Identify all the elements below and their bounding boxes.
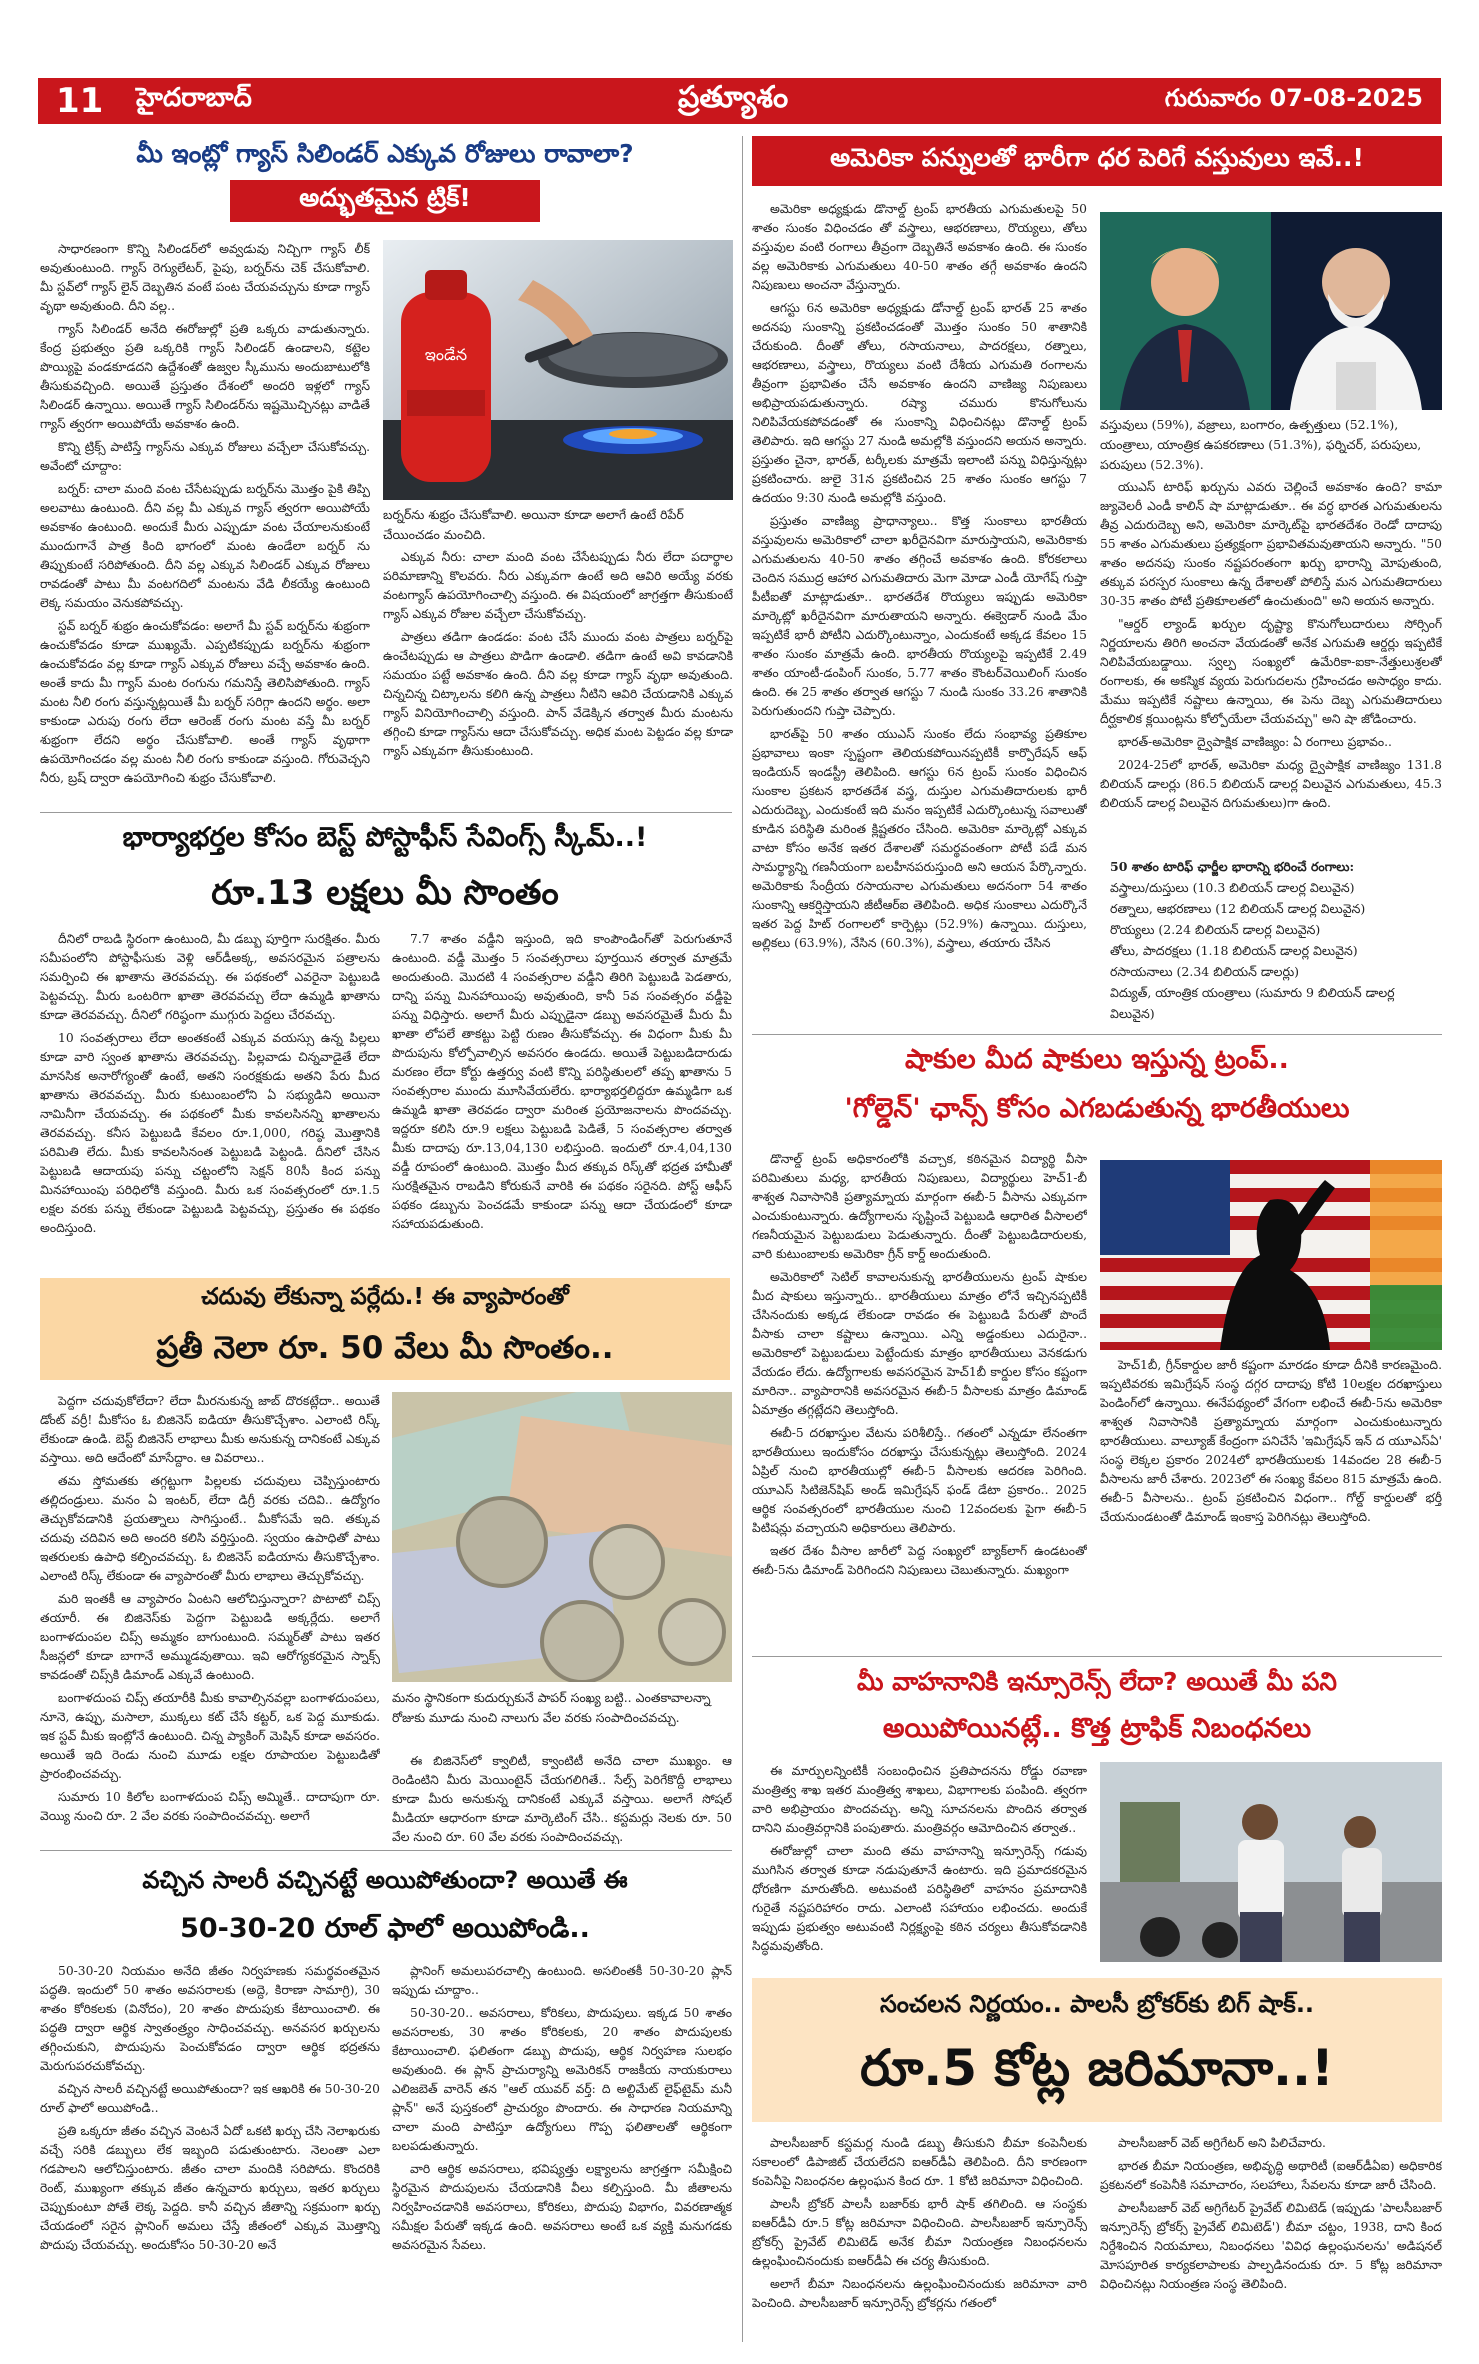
paragraph: గ్యాస్ సిలిండర్ అనేది ఈరోజుల్లో ప్రతి ఒక్కరు వాడుతున్నారు. కేంద్ర ప్రభుత్వం ప్రతి ఒక్కరికి గ్యాస్ సిలిండర్ ఉండాలని, కట్టెల పొయ్యిపై వండకూడదని ఉద్దేశంతో ఉజ్వల స్కీమును అందుబాటులోకి తీసుకువచ్చింది. అయితే ప్రస్తుతం దేశంలో అందరి ఇళ్లలో గ్యాస్ సిలిండర్ ఉన్నాయి. అయితే గ్యాస్ సిలిండర్‌ను ఇష్టమొచ్చినట్లు వాడితే గ్యాస్ త్వరగా అయిపోయే అవకాశం ఉంది. bbox=[40, 322, 370, 431]
paragraph: ఈ బిజినెస్‌లో క్వాలిటీ, క్వాంటిటీ అనేది చాలా ముఖ్యం. ఆ రెండింటిని మీరు మెయింటైన్ చేయగలిగితే.. సేల్స్ పెరిగేకొద్దీ లాభాలు కూడా మీరు అనుకున్న దానికంటే ఎక్కువే వస్తాయి. అలాగే సోషల్ మీడియా ఆధారంగా కూడా మార్కెటింగ్ చేసి.. కస్టమర్లు నెలకు రూ. 50 వేల నుంచి రూ. 60 వేల వరకు సంపాదించవచ్చు. bbox=[392, 1754, 732, 1844]
penalty-headline-1: సంచలన నిర్ణయం.. పాలసీ బ్రోకర్‌కు బిగ్ షాక్.. bbox=[879, 1990, 1315, 2018]
paragraph: 2024-25లో భారత్, అమెరికా మధ్య ద్వైపాక్షిక వాణిజ్యం 131.8 బిలియన్ డాలర్లు (86.5 బిలియన్ డాలర్ల విలువైన ఎగుమతులు, 45.3 బిలియన్ డాలర్ల విలువైన దిగుమతులు)గా ఉంది. bbox=[1100, 758, 1442, 810]
paragraph: ఈరోజుల్లో చాలా మంది తమ వాహనాన్ని ఇన్సూరెన్స్ గడువు ముగిసిన తర్వాత కూడా నడుపుతూనే ఉంటారు. ఇది ప్రమాదకరమైన ధోరణిగా మారుతోంది. అటువంటి పరిస్థితిలో వాహనం ప్రమాదానికి గురైతే నష్టపరిహారం రాదు. ఎలాంటి సహాయం లభించదు. అందుకే ఇప్పుడు ప్రభుత్వం అటువంటి నిర్లక్ష్యంపై కఠిన చర్యలు తీసుకోవడానికి సిద్ధమవుతోంది. bbox=[752, 1844, 1087, 1953]
gas-body-left bbox=[40, 240, 370, 810]
paragraph: ఈబీ-5 దరఖాస్తుల వేటను పరిశీలిస్తే.. గతంలో ఎన్నడూ లేనంతగా భారతీయులు ఇందుకోసం దరఖాస్తు చేసుకున్నట్లు తెలుస్తోంది. 2024 ఏప్రిల్ నుంచి భారతీయుల్లో ఈబీ-5 వీసాలకు ఆదరణ పెరిగింది. యూఎస్ సిటిజెన్‌షిప్ అండ్ ఇమిగ్రేషన్ ఫండ్ డేటా ప్రకారం.. 2025 ఆర్థిక సంవత్సరంలో భారతీయుల నుంచి 12వందలకు పైగా ఈబీ-5 పిటిషన్లు వచ్చాయని అధికారులు తెలిపారు. bbox=[752, 1426, 1087, 1535]
paragraph: బంగాళదుంప చిప్స్ తయారీకి మీకు కావాల్సినవల్లా బంగాళదుంపలు, నూనె, ఉప్పు, మసాలా, ముక్కలు కట్ చేసే కట్టర్, ఒక పెద్ద మూకుడు. ఇక స్టవ్ మీకు ఇంట్లోనే ఉంటుంది. చిన్న ప్యాకింగ్ మెషిన్ కూడా అవసరం. అయితే ఇది రెండు నుంచి మూడు లక్షల రూపాయల పెట్టుబడితో ప్రారంభించవచ్చు. bbox=[40, 1691, 380, 1781]
paragraph: ఇతర దేశం వీసాల జారీలో పెద్ద సంఖ్యలో బ్యాక్‌లాగ్ ఉండటంతో ఈబీ-5ను డిమాండ్ పెరిగిందని నిపుణులు చెబుతున్నారు. మఖ్యంగా bbox=[752, 1544, 1087, 1577]
salary-headline-2: 50-30-20 రూల్ ఫాలో అయిపోండి.. bbox=[180, 1913, 590, 1944]
paragraph: ప్రతి ఒక్కరూ జీతం వచ్చిన వెంటనే ఏదో ఒకటి ఖర్చు చేసి నెలాఖరుకు వచ్చే సరికి డబ్బులు లేక ఇబ్బంది పడుతుంటారు. నెలంతా ఎలా గడపాలని ఆలోచిస్తుంటారు. జీతం చాలా మందికి సరిపోదు. కొందరికి రెంట్, ముఖ్యంగా తక్కువ జీతం ఉన్నవారు ఖర్చులు, ఇతర ఖర్చులు చెప్పుకుంటూ పోతే లెక్క పెద్దది. కానీ వచ్చిన జీతాన్ని సక్రమంగా ఖర్చు చేయడంలో సరైన ప్లానింగ్ అమలు చేస్తే జీతంలో ఎక్కువ మొత్తాన్ని పొదుపు చేయవచ్చు. అందుకోసం 50-30-20 అనే bbox=[40, 2124, 380, 2252]
paragraph: కొన్ని ట్రిక్స్ పాటిస్తే గ్యాస్‌ను ఎక్కువ రోజులు వచ్చేలా చేసుకోవచ్చు. అవేంటో చూద్దాం: bbox=[40, 440, 370, 473]
traffic-police-photo bbox=[1100, 1762, 1442, 1962]
trump-body-right bbox=[1100, 1356, 1442, 1656]
postoffice-headline-2: రూ.13 లక్షలు మీ సొంతం bbox=[211, 873, 559, 913]
salary-headline-1: వచ్చిన సాలరీ వచ్చినట్టే అయిపోతుందా? అయితే ఈ bbox=[142, 1866, 628, 1894]
money-illustration bbox=[392, 1392, 732, 1682]
paragraph: పాలసీబజార్ వెబ్ అగ్రిగేటర్ ప్రైవేట్ లిమిటెడ్ (ఇప్పుడు 'పాలసీబజార్ ఇన్సూరెన్స్ బ్రోకర్స్ ప్రైవేట్ లిమిటెడ్') బీమా చట్టం, 1938, దాని కింద నిర్దేశించిన నియమాలు, నిబంధనలు 'వివిధ ఉల్లంఘనలను' అడిషనల్ మోసపూరిత కార్యకలాపాలకు పాల్పడినందుకు రూ. 5 కోట్ల జరిమానా విధించినట్లు నియంత్రణ సంస్థ తెలిపింది. bbox=[1100, 2201, 1442, 2291]
list-item: రొయ్యలు (2.24 బిలియన్ డాలర్ల విలువైన) bbox=[1110, 922, 1321, 937]
paragraph: పాలసీ బ్రోకర్ పాలసీ బజార్‌కు భారీ షాక్ తగిలింది. ఆ సంస్థకు ఐఆర్‌డీఏ రూ.5 కోట్ల జరిమానా విధించింది. పాలసీబజార్ ఇన్సూరెన్స్ బ్రోకర్స్ ప్రైవేట్ లిమిటెడ్ అనేక బీమా నియంత్రణ నిబంధనలను ఉల్లంఘించినందుకు ఐఆర్‌డీఏ ఈ చర్య తీసుకుంది. bbox=[752, 2197, 1087, 2268]
trump-headline-1: షాకుల మీద షాకులు ఇస్తున్న ట్రంప్.. bbox=[905, 1044, 1289, 1075]
tariff-headline: అమెరికా పన్నులతో భారీగా ధర పెరిగే వస్తువులు ఇవే..! bbox=[752, 136, 1442, 186]
section-divider bbox=[752, 1656, 1442, 1657]
insurance-headline-1: మీ వాహనానికి ఇన్సూరెన్స్ లేదా? అయితే మీ పని bbox=[857, 1667, 1337, 1696]
paragraph: పాలసీబజార్ కస్టమర్ల నుండి డబ్బు తీసుకుని బీమా కంపెనీలకు సకాలంలో డిపాజిట్ చేయలేదని ఐఆర్‌డీఏ తెలిపింది. దీని కారణంగా కంపెనీపై నిబంధనల ఉల్లంఘన కింద రూ. 1 కోటి జరిమానా విధించింది. bbox=[752, 2136, 1087, 2188]
tariff-body-right bbox=[1100, 478, 1442, 854]
cylinder-shape bbox=[401, 292, 491, 482]
section-divider bbox=[752, 1034, 1442, 1035]
penalty-headline-2: రూ.5 కోట్ల జరిమానా..! bbox=[860, 2039, 1334, 2097]
list-item: రత్నాలు, ఆభరణాలు (12 బిలియన్ డాలర్ల విలువైన) bbox=[1110, 901, 1366, 916]
paragraph: వారి ఆర్థిక అవసరాలు, భవిష్యత్తు లక్ష్యాలను జాగ్రత్తగా సమీక్షించి స్థిరమైన పొదుపులను చేయడానికి వీలు కల్పిస్తుంది. మీ జీతాలను నిర్వహించడానికి అవసరాలు, కోరికలు, పొదుపు విభాగం, వివరణాత్మక సమీక్షల పేరుతో ఇక్కడ ఉంది. అవసరాలు అంటే ఒక వ్యక్తి మనుగడకు అవసరమైన సేవలు. bbox=[392, 2162, 732, 2252]
paragraph: 50-30-20.. అవసరాలు, కోరికలు, పొదుపులు. ఇక్కడ 50 శాతం అవసరాలకు, 30 శాతం కోరికలకు, 20 శాతం పొదుపులకు కేటాయించాలి. ఫలితంగా డబ్బు పొదుపు, ఆర్థిక నిర్వహణ సులభం అవుతుంది. ఈ ప్లాన్ ప్రాచుర్యాన్ని అమెరికన్ రాజకీయ నాయకురాలు ఎలిజబెత్ వారెన్ తన "ఆల్ యువర్ వర్త్: ది అల్టిమేట్ లైఫ్‌టైమ్ మనీ ప్లాన్" అనే పుస్తకంలో ప్రాచుర్యం పొందారు. ఈ సాధారణ నియమాన్ని చాలా మంది పాటిస్తూ ఉద్యోగులు గొప్ప ఫలితాలతో ఆర్థికంగా బలపడుతున్నారు. bbox=[392, 2006, 732, 2153]
paragraph: డొనాల్డ్ ట్రంప్ అధికారంలోకి వచ్చాక, కఠినమైన విద్యార్థి వీసా పరిమితులు మధ్య, భారతీయ నిపుణులు, విద్యార్థులు హెచ్1-బీ శాశ్వత నివాసానికి ప్రత్యామ్నాయ మార్గంగా ఈబీ-5 వీసాను ఎక్కువగా ఎంచుకుంటున్నారు. ఉద్యోగాలను సృష్టించే పెట్టుబడి ఆధారిత వీసాలలో గణనీయమైన పెట్టుబడులు పెడుతున్నారు. దీంతో పెట్టుబడిదారులకు, వారి కుటుంబాలకు అమెరికా గ్రీన్ కార్డ్ అందుతుంది. bbox=[752, 1152, 1087, 1261]
paragraph: పాలసీబజార్ వెబ్ అగ్రిగేటర్ అని పిలిచేవారు. bbox=[1118, 2136, 1326, 2150]
business-body-left bbox=[40, 1392, 380, 1842]
issue-date: గురువారం 07-08-2025 bbox=[1164, 84, 1423, 112]
list-item: విద్యుత్, యాంత్రిక యంత్రాలు (సుమారు 9 బిలియన్ డాలర్ల విలువైన) bbox=[1110, 985, 1395, 1021]
list-item: రసాయనాలు (2.34 బిలియన్ డాలర్లు) bbox=[1110, 964, 1300, 979]
paragraph: పెద్దగా చదువుకోలేదా? లేదా మీరనుకున్న జాబ్ దొరకట్లేదా.. అయితే డోంట్ వర్రీ! మీకోసం ఓ బిజినెస్ ఐడియా తీసుకొచ్చేశాం. ఎలాంటి రిస్క్ లేకుండా ఉండి. బెస్ట్ బిజినెస్ లాభాలు మీకు అనుకున్న దానికంటే ఎక్కువ వస్తాయి. అది ఆదేంటో మాసేద్దాం. ఆ వివరాలు.. bbox=[40, 1394, 380, 1465]
paragraph: భారత్-అమెరికా ద్వైపాక్షిక వాణిజ్యం: ఏ రంగాలు ప్రభావం.. bbox=[1118, 735, 1392, 749]
tariff-sector-list bbox=[1110, 856, 1442, 1024]
paragraph: తమ స్తోమతకు తగ్గట్టుగా పిల్లలకు చదువులు చెప్పిస్తుంటారు తల్లిదండ్రులు. మనం ఏ ఇంటర్, లేదా డిగ్రీ వరకు చదివి.. ఉద్యోగం తెచ్చుకోవడానికి ప్రయత్నాలు సాగిస్తుంటే.. మీకోసమే ఇది. తక్కువ చదువు చదివిన అది అందరి కలిసి వర్తిస్తుంది. స్వయం ఉపాధితో పాటు ఇతరులకు ఉపాధి కల్పించవచ్చు. ఓ బిజినెస్ ఐడియాను తీసుకొచ్చేశాం. ఎలాంటి రిస్క్ లేకుండా ఈ వ్యాపారంతో మీరు లాభాలు తెచ్చుకోవచ్చు. bbox=[40, 1474, 380, 1583]
paragraph: ఈ మార్పులన్నింటికీ సంబంధించిన ప్రతిపాదనను రోడ్డు రవాణా మంత్రిత్వ శాఖ ఇతర మంత్రిత్వ శాఖలు, విభాగాలకు పంపింది. త్వరగా వారి అభిప్రాయం పొందవచ్చు. అన్ని సూచనలను పొందిన తర్వాత దానిని మంత్రివర్గానికి పంపుతారు. మంత్రివర్గం ఆమోదించిన తర్వాత.. bbox=[752, 1764, 1087, 1835]
insurance-body bbox=[752, 1762, 1087, 1966]
paragraph: భారత బీమా నియంత్రణ, అభివృద్ధి అథారిటీ (ఐఆర్‌డీఏఐ) అధికారిక ప్రకటనలో కంపెనీకి సమాచారం, సలహాలు, సేవలను కూడా జారీ చేసింది. bbox=[1100, 2159, 1442, 2192]
money-photo-caption: మనం స్థానికంగా కుదుర్చుకునే పాపర్ సంఖ్య బట్టి.. ఎంతకావాలన్నా రోజుకు మూడు నుంచి నాలుగు వేల వరకు సంపాదించవచ్చు. bbox=[392, 1690, 711, 1725]
column-divider bbox=[742, 136, 743, 2342]
paragraph: సుమారు 10 కిలోల బంగాళదుంప చిప్స్ అమ్మితే.. దాదాపుగా రూ. వెయ్యి నుంచి రూ. 2 వేల వరకు సంపాదించవచ్చు. అలాగే bbox=[40, 1790, 380, 1823]
paragraph: అలాగే బీమా నిబంధనలను ఉల్లంఘించినందుకు జరిమానా వారి పెంచింది. పాలసీబజార్ ఇన్సూరెన్స్ బ్రోకర్లను గతంలో bbox=[752, 2277, 1087, 2310]
gas-headline-top: మీ ఇంట్లో గ్యాస్ సిలిండర్ ఎక్కువ రోజులు రావాలా? bbox=[136, 139, 634, 168]
paragraph: యుఎస్ టారిఫ్ ఖర్చును ఎవరు చెల్లించే అవకాశం ఉంది? కామా జ్యువెలరీ ఎండీ కాలిన్ షా మాట్లాడుతూ.. ఈ వర్ధ భారత ఎగుమతులను తీవ్ర ఎదురుదెబ్బ అని, అమెరికా మార్కెట్‌పై భారతదేశం రెండో దాదాపు 55 శాతం ఎగుమతులు ప్రత్యక్షంగా ప్రభావితమవుతాయని అన్నారు. "50 శాతం అదనపు సుంకం నష్టపరంతంగా ఖర్చు భారాన్ని మోపుతుంది, తక్కువ పరస్పర సుంకాలు ఉన్న దేశాలతో పోలిస్తే మన ఎగుమతిదారులు 30-35 శాతం పోటీ ప్రతికూలతలో ఉంచుతుంది" అని అయన అన్నారు. bbox=[1100, 480, 1442, 608]
tariff-photo-caption: వస్తువులు (59%), వజ్రాలు, బంగారం, ఉత్పత్తులు (52.1%), యంత్రాలు, యాంత్రిక ఉపకరణాలు (51.3%), ఫర్నిచర్, పరుపులు, పరుపులు (52.3%). bbox=[1100, 417, 1422, 472]
section-divider bbox=[40, 1850, 732, 1851]
list-item: వస్త్రాలు/దుస్తులు (10.3 బిలియన్ డాలర్ల విలువైన) bbox=[1110, 880, 1355, 895]
page-number: 11 bbox=[56, 81, 104, 121]
penalty-body-right bbox=[1100, 2134, 1442, 2344]
leaders-photo bbox=[1100, 212, 1442, 410]
cylinder-label: ఇండేన bbox=[424, 345, 468, 364]
paragraph: పాత్రలు తడిగా ఉండడం: వంట చేసే ముందు వంట పాత్రలు బర్నర్‌పై ఉంచేటప్పుడు ఆ పాత్రలు పొడిగా ఉండాలి. తడిగా ఉంటే అవి కావడానికి సమయం పట్టే అవకాశం ఉంది. దీని వల్ల కూడా గ్యాస్ వృథా అవుతుంది. చిన్నచిన్న చిట్కాలను కలిగి ఉన్న పాత్రలు నీటిని ఆవిరి చేయడానికి ఎక్కువ గ్యాస్ వినియోగించాల్సి వస్తుంది. పాన్ వేడెక్కిన తర్వాత మీరు మంటను తగ్గించి కూడా గ్యాస్‌ను ఆదా చేసుకోవచ్చు. అధిక మంట పెట్టడం వల్ల కూడా గ్యాస్ ఎక్కువగా తీసుకుంటుంది. bbox=[383, 630, 733, 758]
postoffice-body-right bbox=[392, 930, 732, 1270]
gas-headline-bar: అద్భుతమైన ట్రిక్! bbox=[230, 180, 540, 222]
trump-headline-2: 'గోల్డెన్' ఛాన్స్ కోసం ఎగబడుతున్న భారతీయులు bbox=[844, 1093, 1350, 1124]
trump-body-left bbox=[752, 1150, 1087, 1656]
city-name: హైదరాబాద్ bbox=[136, 83, 252, 113]
gas-stove-photo bbox=[383, 240, 733, 500]
paragraph: 10 సంవత్సరాలు లేదా అంతకంటే ఎక్కువ వయస్సు ఉన్న పిల్లలు కూడా వారి స్వంత ఖాతాను తెరవవచ్చు. పిల్లవాడు చిన్నవాడైతే లేదా మానసిక అనారోగ్యంతో ఉంటే, అతని సంరక్షకుడు అతని పేరు మీద ఖాతాను తెరవవచ్చు. మీరు కుటుంబంలోని ఏ సభ్యుడిని అయినా నామినీగా చేయవచ్చు. ఈ పథకంలో మీకు కావలసినన్ని ఖాతాలను తెరవవచ్చు. కనీస పెట్టుబడి కేవలం రూ.1,000, గరిష్ఠ మొత్తానికి పరిమితి లేదు. మీకు కావలసినంత పెట్టుబడి పెట్టండి. దీనిలో చేసిన పెట్టుబడి ఆదాయపు పన్ను చట్టంలోని సెక్షన్ 80సీ కింద పన్ను మినహాయింపు పరిధిలోకి వస్తుంది. మీరు ఒక సంవత్సరంలో రూ.1.5 లక్షల వరకు పన్ను లేకుండా పెట్టుబడి పెట్టవచ్చు, ప్రస్తుతం ఈ పథకం అందిస్తుంది. bbox=[40, 1031, 380, 1235]
paragraph: దీనిలో రాబడి స్థిరంగా ఉంటుంది, మీ డబ్బు పూర్తిగా సురక్షితం. మీరు సమీపంలోని పోస్టాఫీసుకు వెళ్లి ఆర్‌డీఅక్క, అవసరమైన పత్రాలను సమర్పించి ఈ ఖాతాను తెరవవచ్చు. ఈ పథకంలో ఎవరైనా పెట్టుబడి పెట్టవచ్చు. మీరు ఒంటరిగా ఖాతా తెరవవచ్చు లేదా ఉమ్మడి ఖాతాను కూడా తెరవవచ్చు. దీనిలో గరిష్ఠంగా ముగ్గురు పెద్దలు చేరవచ్చు. bbox=[40, 932, 380, 1022]
business-headline-2: ప్రతీ నెలా రూ. 50 వేలు మీ సొంతం.. bbox=[40, 1322, 730, 1380]
paragraph: ఆగస్టు 6న అమెరికా అధ్యక్షుడు డోనాల్డ్ ట్రంప్ భారత్ 25 శాతం అదనపు సుంకాన్ని ప్రకటించడంతో మొత్తం సుంకం 50 శాతానికి చేరుకుంది. దీంతో తోలు, రసాయనాలు, పాదరక్షలు, రత్నాలు, ఆభరణాలు, వస్త్రాలు, రొయ్యలు వంటి దేశీయ ఎగుమతి రంగాలను తీవ్రంగా ప్రభావితం చేసే అవకాశం ఉందని వాణిజ్య నిపుణులు అభిప్రాయపడుతున్నారు. రష్యా చమురు కొనుగోలును నిలిపివేయకపోవడంతో ఈ సుంకాన్ని విధించినట్లు డొనాల్డ్ ట్రంప్ తెలిపారు. ఇది ఆగస్టు 27 నుండి అమల్లోకి వస్తుందని అయన అన్నారు. ప్రస్తుతం చైనా, భారత్, టర్కీలకు మాత్రమే ఇలాంటి పన్ను విధిస్తున్నట్లు ప్రకటించారు. జులై 31న ప్రకటించిన 25 శాతం సుంకం ఆగస్టు 7 ఉదయం 9:30 నుండి అమల్లోకి వస్తుంది. bbox=[752, 301, 1087, 505]
paragraph: బర్నర్: చాలా మంది వంట చేసేటప్పుడు బర్నర్‌ను మొత్తం పైకి తిప్పి అలవాటు ఉంటుంది. దీని వల్ల మీ ఎక్కువ గ్యాస్ త్వరగా అయిపోయే అవకాశం ఉంటుంది. అందుకే మీరు ఎప్పుడూ వంట చేయాలనుకుంటే ముందుగానే పాత్ర కింది భాగంలో మంట ఉండేలా బర్నర్ ను తిప్పుకుంటే సరిపోతుంది. దీని వల్ల ఎక్కువ సిలిండర్ ఎక్కువ రోజులు రావడంతో పాటు మీ వంటగదిలో మంటను వేడి లీకయ్యే ఉంటుంది లెక్క సమయం వెనుకపోవచ్చు. bbox=[40, 482, 370, 610]
gas-stove-illustration bbox=[383, 240, 733, 500]
paragraph: "ఆర్డర్ ల్యాండ్ ఖర్చుల దృష్ట్యా కొనుగోలుదారులు సోర్సింగ్ నిర్ణయాలను తిరిగి అంచనా వేయడంతో అనేక ఎగుమతి ఆర్డర్లు ఇప్పటికే నిలిపివేయబడ్డాయి. స్వల్ప సంఖ్యలో ఉమేరికా-ఐకా-నేత్తులుశ్రలతో రంగాలకు, ఈ అకస్మిక వ్యయ పెరుగుదలను గ్రహించడం అసాధ్యం కాదు. మేము ఇప్పటికే నష్టాలు ఉన్నాయి, ఈ పెను దెబ్బ ఎగుమతిదారులు దీర్ఘకాలిక క్లయింట్లను కోల్పోయేలా చేయవచ్చు" అని షా జోడించారు. bbox=[1100, 617, 1442, 726]
traffic-illustration bbox=[1100, 1762, 1442, 1962]
tariff-body-left bbox=[752, 200, 1087, 1030]
paragraph: మరి ఇంతకీ ఆ వ్యాపారం ఏంటని ఆలోచిస్తున్నారా? పొటాటో చిప్స్ తయారీ. ఈ బిజినెస్‌కు పెద్దగా పెట్టుబడి అక్కర్లేదు. అలాగే బంగాళదుంపల చిప్స్ అమ్మకం బాగుంటుంది. సమ్మర్‌తో పాటు ఇతర సీజన్లలో కూడా బాగానే అమ్ముడవుతాయి. ఇవి ఆరోగ్యకరమైన స్నాక్స్ కావడంతో చిప్స్‌కి డిమాండ్ ఎక్కువే ఉంటుంది. bbox=[40, 1592, 380, 1682]
paragraph: 7.7 శాతం వడ్డీని ఇస్తుంది, ఇది కాంపౌండింగ్‌తో పెరుగుతూనే ఉంటుంది. వడ్డీ మొత్తం 5 సంవత్సరాలు పూర్తయిన తర్వాత మాత్రమే అందుతుంది. మొదటి 4 సంవత్సరాల వడ్డీని తిరిగి పెట్టుబడి పెడతారు, దాన్ని పన్ను మినహాయింపు అవుతుంది, కానీ 5వ సంవత్సరం వడ్డీపై పన్ను విధిస్తారు. అలాగే మీరు ఎప్పుడైనా డబ్బు అవసరమైతే మీరు మీ ఖాతా లోపలే తాకట్టు పెట్టి రుణం తీసుకోవచ్చు. ఈ విధంగా మీకు మీ పొదుపును కోల్పోవాల్సిన అవసరం ఉండదు. అయితే పెట్టుబడిదారుడు మరణం లేదా కోర్టు ఉత్తర్వు వంటి కొన్ని పరిస్థితులలో తప్ప ఖాతాను 5 సంవత్సరాల ముందు మూసివేయలేరు. భార్యాభర్తలిద్దరూ ఉమ్మడిగా ఒక ఉమ్మడి ఖాతా తెరవడం ద్వారా మరింత ప్రయోజనాలను పొందవచ్చు. ఇద్దరూ కలిసి రూ.9 లక్షలు పెట్టుబడి పెడితే, 5 సంవత్సరాల తర్వాత మీకు దాదాపు రూ.13,04,130 లభిస్తుంది. ఇందులో రూ.4,04,130 వడ్డీ రూపంలో ఉంటుంది. మొత్తం మీద తక్కువ రిస్క్‌తో భద్రత హామీతో సురక్షితమైన రాబడిని కోరుకునే వారికి ఈ పథకం సరైనది. పోస్ట్ ఆఫీస్ పథకం డబ్బును పెంచడమే కాకుండా పన్ను ఆదా చేయడంలో కూడా సహాయపడుతుంది. bbox=[392, 932, 732, 1231]
postoffice-headline-1: భార్యాభర్తల కోసం బెస్ట్ పోస్టాఫీస్ సేవింగ్స్ స్కీమ్..! bbox=[122, 822, 648, 853]
list-item: తోలు, పాదరక్షలు (1.18 బిలియన్ డాలర్ల విలువైన) bbox=[1110, 943, 1358, 958]
masthead bbox=[38, 78, 1441, 124]
paragraph: 50-30-20 నియమం అనేది జీతం నిర్వహణకు సమర్థవంతమైన పద్ధతి. ఇందులో 50 శాతం అవసరాలకు (అద్దె, కిరాణా సామాగ్రి), 30 శాతం కోరికలకు (వినోదం), 20 శాతం పొదుపుకు కేటాయించాలి. ఈ పద్ధతి ద్వారా ఆర్థిక స్వాతంత్ర్యం సాధించవచ్చు. అనవసర ఖర్చులను తగ్గించుకుని, పొదుపును పెంచుకోవడం ద్వారా ఆర్థిక భద్రతను మెరుగుపరచుకోవచ్చు. bbox=[40, 1964, 380, 2073]
paragraph: వచ్చిన సాలరీ వచ్చినట్టే అయిపోతుందా? ఇక ఆఖరికి ఈ 50-30-20 రూల్ ఫాలో అయిపోండి.. bbox=[40, 2082, 380, 2115]
gas-body-right bbox=[383, 548, 733, 808]
brand-name: ప్రత్యూశం bbox=[678, 80, 789, 115]
paragraph: హెచ్1బీ, గ్రీన్‌కార్డుల జారీ కష్టంగా మారడం కూడా దీనికి కారణమైంది. ఇప్పటివరకు ఇమిగ్రేషన్ సంస్థ దగ్గర దాదాపు కోటి 10లక్షల దరఖాస్తులు పెండింగ్‌లో ఉన్నాయి. ఈనేపథ్యంలో వేగంగా లభించే ఈబీ-5ను అమెరికా శాశ్వత నివాసానికి ప్రత్యామ్నాయ మార్గంగా ఎంచుకుంటున్నారు భారతీయులు. వాల్యూజ్ కేంద్రంగా పనిచేసే 'ఇమిగ్రేషన్ ఇన్ ద యూఎస్ఏ' సంస్థ లెక్కల ప్రకారం 2024లో భారతీయులకు 14వందల 28 ఈబీ-5 వీసాలను జారీ చేశారు. 2023లో ఈ సంఖ్య కేవలం 815 మాత్రమే ఉంది. ఈబీ-5 వీసాలను.. ట్రంప్ ప్రకటించిన విధంగా.. గోల్డ్ కార్డులతో భర్తీ చేయనుండటంతో డిమాండ్ ఇంకాస్త పెరిగినట్లు తెలుస్తోంది. bbox=[1100, 1358, 1442, 1524]
gas-photo-caption: బర్నర్‌ను శుభ్రం చేసుకోవాలి. అయినా కూడా అలాగే ఉంటే రిపేర్ చేయించడం మంచిది. bbox=[383, 507, 684, 542]
flag-illustration bbox=[1100, 1160, 1442, 1350]
list-title: 50 శాతం టారిఫ్ ఛార్జీల భారాన్ని భరించే రంగాలు: bbox=[1110, 859, 1355, 874]
paragraph: స్టవ్ బర్నర్ శుభ్రం ఉంచుకోవడం: అలాగే మీ స్టవ్ బర్నర్‌ను శుభ్రంగా ఉంచుకోవడం కూడా ముఖ్యమే. ఎప్పటికప్పుడు బర్నర్‌ను శుభ్రంగా ఉంచుకోవడం వల్ల కూడా గ్యాస్ ఎక్కువ రోజులు వచ్చే అవకాశం ఉంది. అంతే కాదు మీ గ్యాస్ మంట రంగును గమనిస్తే తెలిసిపోతుంది. గ్యాస్ మంట నీలి రంగు వస్తున్నట్లయితే మీ బర్నర్ సరిగ్గా ఉందని అర్థం. అలా కాకుండా ఎరుపు రంగు లేదా ఆరెంజ్ రంగు మంట వస్తే మీ బర్నర్ శుభ్రంగా లేదని అర్థం చేసుకోవాలి. అంతే గ్యాస్ వృథాగా ఉపయోగించడం వల్ల మంట నీలి రంగు కాకుండా వస్తుంది. గోరువెచ్చని నీరు, బ్రష్ ద్వారా ఉపయోగించి శుభ్రం చేసుకోవాలి. bbox=[40, 619, 370, 785]
paragraph: అమెరికాలో సెటిల్ కావాలనుకున్న భారతీయులను ట్రంప్ షాకుల మీద షాకులు ఇస్తున్నారు.. భారతీయులు మాత్రం లోనే ఇచ్చినప్పటికీ చేసినందుకు అక్కడ లేకుండా రావడం ఈ పెట్టుబడి పేరుతో పొందే వీసాకు చాలా కష్టాలు ఉన్నాయి. ఎన్ని అడ్డంకులు ఎదురైనా.. అమెరికాలో పెట్టుబడులు పెట్టేందుకు మాత్రం భారతీయులు వెనకడుగు వేయడం లేదు. ఉద్యోగాలకు అవసరమైన హెచ్1బీ కార్డుల కోసం కష్టంగా మారినా.. వ్యాపారానికి అవసరమైన ఈబీ-5 వీసాలకు మాత్రం డిమాండ్ ఏమాత్రం తగ్గట్లేదని తెలుస్తోంది. bbox=[752, 1270, 1087, 1417]
paragraph: సాధారణంగా కొన్ని సిలిండర్‌లో అవ్వడువు నిచ్చిగా గ్యాస్ లీక్ అవుతుంటుంది. గ్యాస్ రెగ్యులేటర్, పైపు, బర్నర్‌ను చెక్ చేసుకోవాలి. మీ స్టవ్‌లో గ్యాస్ లైన్ దెబ్బతిన వంటే పంట చేయవచ్చును కూడా గ్యాస్ వృథా అవుతుంది. దీని వల్ల.. bbox=[40, 242, 370, 313]
salary-body-right bbox=[392, 1962, 732, 2342]
paragraph: భారత్‌పై 50 శాతం యుఎస్ సుంకం లేదు సంభావ్య ప్రతికూల ప్రభావాలు ఇంకా స్పష్టంగా తెలియకపోయినప్పటికీ కార్పొరేషన్ ఆఫ్ ఇండియన్ ఇండస్ట్రీ తెలిపింది. ఆగస్టు 6న ట్రంప్ సుంకం విధించిన సుంకాల ప్రకటన భారతదేశ వస్త్ర, దుస్తుల ఎగుమతిదారులకు భారీ ఎదురుదెబ్బ, ఎందుకంటే ఇది మనం ఇప్పటికే ఎదుర్కొంటున్న సవాలుతో కూడిన పరిస్థితి మరింత క్లిష్టతరం చేసింది. అమెరికా మార్కెట్లో ఎక్కువ వాటా కోసం అనేక ఇతర దేశాలతో సమర్థవంతంగా పోటీ పడే మన సామర్థ్యాన్ని గణనీయంగా బలహీనపరుస్తుంది అని ఆయన పేర్కొన్నారు. అమెరికాకు సేంద్రీయ రసాయనాల ఎగుమతులు అదనంగా 54 శాతం సుంకాన్ని ఆకర్షిస్తాయని జీటీఆర్ఐ తెలిపింది. అధిక సుంకాలు ఎదుర్కొనే ఇతర పెద్ద హిట్ రంగాలలో కార్పెట్లు (52.9%) ఉన్నాయి. దుస్తులు, అల్లికలు (63.9%), నేసిన (60.3%), వస్త్రాలు, తయారు చేసిన bbox=[752, 727, 1087, 950]
money-photo bbox=[392, 1392, 732, 1682]
business-body-right bbox=[392, 1752, 732, 1844]
business-headline-1: చదువు లేకున్నా పర్లేదు.! ఈ వ్యాపారంతో bbox=[40, 1278, 730, 1322]
paragraph: ఎక్కువ నీరు: చాలా మంది వంట చేసేటప్పుడు నీరు లేదా పదార్థాల పరిమాణాన్ని కొలవరు. నీరు ఎక్కువగా ఉంటే అది ఆవిరి అయ్యే వరకు వంటగ్యాస్ ఉపయోగించాల్సి వస్తుంది. ఈ విషయంలో జాగ్రత్తగా తీసుకుంటే గ్యాస్ ఎక్కువ రోజుల వచ్చేలా చేసుకోవచ్చు. bbox=[383, 550, 733, 621]
paragraph: ప్రస్తుతం వాణిజ్య ప్రాధాన్యాలు.. కొత్త సుంకాలు భారతీయ వస్తువులను అమెరికాలో చాలా ఖరీదైనవిగా మారుస్తాయని, అమెరికాకు ఎగుమతులను 40-50 శాతం తగ్గించే అవకాశం ఉంది. కోరకలాలు చెందిన సముద్ర ఆహార ఎగుమతిదారు మెగా మోడా ఎండీ యోగేష్ గుప్తా పీటీఐతో మాట్లాడుతూ.. భారతదేశ రొయ్యలు ఇప్పుడు అమెరికా మార్కెట్లో ఖరీదైనవిగా మారుతాయని అన్నారు. ఈక్వెడార్ నుండి మేం ఇప్పటికే భారీ పోటీని ఎదుర్కొంటున్నాం, ఎందుకంటే అక్కడ కేవలం 15 శాతం సుంకం మాత్రమే ఉంది. భారతీయ రొయ్యలపై ఇప్పటికే 2.49 శాతం యాంటీ-డంపింగ్ సుంకం, 5.77 శాతం కౌంటర్‌వెయిలింగ్ సుంకం ఉంది. ఈ 25 శాతం తర్వాత ఆగస్టు 7 నుండి సుంకం 33.26 శాతానికి పెరుగుతుందని గుప్తా చెప్పారు. bbox=[752, 514, 1087, 718]
section-divider bbox=[40, 812, 732, 813]
postoffice-body-left bbox=[40, 930, 380, 1270]
paragraph: ప్లానింగ్ అమలుపరచాల్సి ఉంటుంది. అసలింతకీ 50-30-20 ప్లాన్ ఇప్పుడు చూద్దాం.. bbox=[392, 1964, 732, 1997]
salary-body-left bbox=[40, 1962, 380, 2342]
insurance-headline-2: అయిపోయినట్లే.. కొత్త ట్రాఫిక్ నిబంధనలు bbox=[882, 1713, 1312, 1744]
penalty-body-left bbox=[752, 2134, 1087, 2344]
flag-photo bbox=[1100, 1160, 1442, 1350]
leaders-illustration bbox=[1100, 212, 1442, 410]
paragraph: అమెరికా అధ్యక్షుడు డొనాల్డ్ ట్రంప్ భారతీయ ఎగుమతులపై 50 శాతం సుంకం విధించడం తో వస్త్రాలు, ఆభరణాలు, రొయ్యలు, తోలు వస్తువుల వంటి రంగాలు తీవ్రంగా దెబ్బతినే అవకాశం ఉంది. ఈ సుంకం వల్ల అమెరికాకు ఎగుమతులు 40-50 శాతం తగ్గే అవకాశం ఉందని నిపుణులు అంచనా వేస్తున్నారు. bbox=[752, 202, 1087, 292]
